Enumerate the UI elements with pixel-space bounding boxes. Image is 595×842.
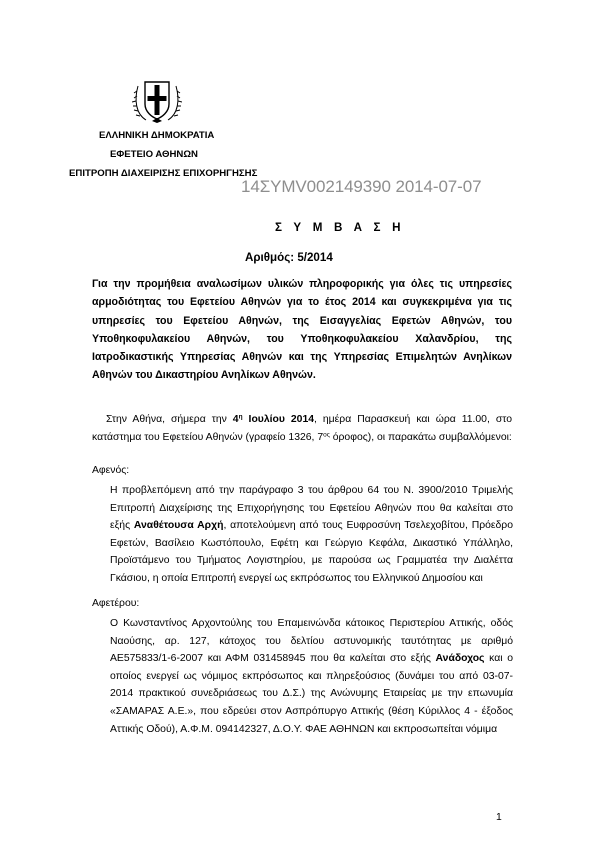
intro-paragraph: Στην Αθήνα, σήμερα την $4^\eta$ Ιουλίου 2014, ημέρα Παρασκευή και ώρα 11.00, στο κατάστημα του Εφετείου Αθηνών (γραφείο 1326, $7^{o\varsigma}$ όροφος), οι παρακάτω συμβαλλόμενοι: (92, 413, 512, 443)
document-title: Σ Υ Μ Β Α Σ Η (275, 221, 405, 234)
header-republic: ΕΛΛΗΝΙΚΗ ΔΗΜΟΚΡΑΤΙΑ (99, 130, 215, 141)
party1-paragraph: Η προβλεπόμενη από την παράγραφο 3 του άρθρου 64 του Ν. 3900/2010 Τριμελής Επιτροπή Διαχείρισης της Επιχορήγησης του Εφετείου Αθηνών που θα καλείται στο εξής Αναθέτουσα Αρχή, αποτελούμενη από τους Ευφροσύνη Τσελεχοβίτου, Πρόεδρο Εφετών, Βασίλειο Κωστόπουλο, Εφέτη και Γεώργιο Κεφάλα, Δικαστικό Υπάλληλο, Προϊστάμενο του Τμήματος Λογιστηρίου, με παρούσα ως Γραμματέα την Διαλέττα Γκάσιου, η οποία Επιτροπή ενεργεί ως εκπρόσωπος του Ελληνικού Δημοσίου και (110, 485, 513, 584)
party2-paragraph: Ο Κωνσταντίνος Αρχοντούλης του Επαμεινώνδα κάτοικος Περιστερίου Αττικής, οδός Ναούσης, αρ. 127, κάτοχος του δελτίου αστυνομικής ταυτότητας με αριθμό ΑΕ575833/1-6-2007 και ΑΦΜ 031458945 που θα καλείται στο εξής Ανάδοχος και ο οποίος ενεργεί ως νόμιμος εκπρόσωπος και πληρεξούσιος (δυνάμει του από 03-07-2014 πρακτικού συνεδριάσεως του Δ.Σ.) της Ανώνυμης Εταιρείας με την επωνυμία «ΣΑΜΑΡΑΣ Α.Ε.», που εδρεύει στον Ασπρόπυργο Αττικής (θέση Κύριλλος 4 - έξοδος Αττικής Οδού), Α.Φ.Μ. 094142327, Δ.Ο.Υ. ΦΑΕ ΑΘΗΝΩΝ και εκπροσωπείται νόμιμα (110, 618, 513, 735)
party1-label: Αφενός: (92, 465, 130, 476)
header-court: ΕΦΕΤΕΙΟ ΑΘΗΝΩΝ (110, 149, 198, 160)
page-number: 1 (496, 812, 502, 823)
document-stamp-id: 14ΣΥΜV002149390 2014-07-07 (241, 177, 482, 196)
party2-label: Αφετέρου: (92, 598, 140, 609)
contract-number: Αριθμός: 5/2014 (245, 251, 333, 264)
header-committee: ΕΠΙΤΡΟΠΗ ΔΙΑΧΕΙΡΙΣΗΣ ΕΠΙΧΟΡΗΓΗΣΗΣ (69, 168, 258, 179)
contract-subject: Για την προμήθεια αναλωσίμων υλικών πληροφορικής για όλες τις υπηρεσίες αρμοδιότητας του Εφετείου Αθηνών για το έτος 2014 και συγκεκριμένα για τις υπηρεσίες του Εφετείου Αθηνών, της Εισαγγελίας Εφετών Αθηνών, του Υποθηκοφυλακείου Αθηνών, του Υποθηκοφυλακείου Χαλανδρίου, της Ιατροδικαστικής Υπηρεσίας Αθηνών και της Υπηρεσίας Επιμελητών Ανηλίκων Αθηνών του Δικαστηρίου Ανηλίκων Αθηνών. (92, 278, 512, 382)
greek-state-emblem-icon (132, 72, 182, 124)
